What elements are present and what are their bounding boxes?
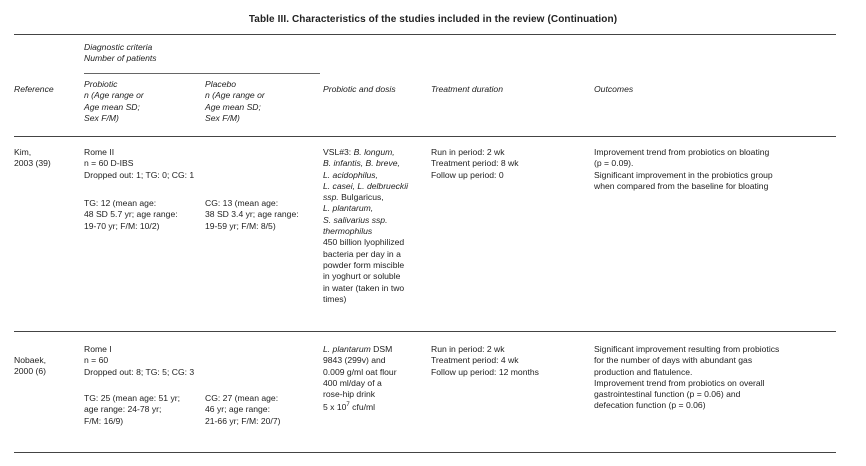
row-kim-placebo: CG: 13 (mean age: 38 SD 3.4 yr; age range: 19-59 yr; F/M: 8/5): [205, 198, 299, 231]
header-bottom-rule: [14, 136, 836, 137]
row-kim-outcomes: Improvement trend from probiotics on bloating (p = 0.09). Significant improvement in the probiotics group when compared from the baseline for bloating: [594, 147, 773, 191]
row-kim-dosis: VSL#3: B. longum, B. infantis, B. breve, L. acidophilus, L. casei, L. delbrueckii ssp. Bulgaricus, L. plantarum, S. salivarius ssp. thermophilus 450 billion lyophilized bacteria per day in a powder form miscible in yoghurt or soluble in water (taken in two times): [323, 147, 409, 304]
header-subrule: [84, 73, 320, 74]
row-kim-criteria: Rome II n = 60 D-IBS Dropped out: 1; TG: 0; CG: 1: [84, 147, 195, 180]
row-nobaek-reference: Nobaek, 2000 (6): [14, 355, 47, 377]
header-diagnostic: Diagnostic criteria Number of patients: [84, 42, 157, 64]
row-nobaek-outcomes: Significant improvement resulting from probiotics for the number of days with abundant gas production and flatulence. Improvement trend from probiotics on overall gastrointestinal function (p = 0.06) and defecation function (p = 0.06): [594, 344, 780, 411]
row-nobaek-dosis: L. plantarum DSM 9843 (299v) and 0.009 g/ml oat flour 400 ml/day of a rose-hip drink 5 x $10^7$ cfu/ml: [323, 344, 397, 413]
row-kim-duration: Run in period: 2 wk Treatment period: 8 wk Follow up period: 0: [431, 147, 519, 180]
header-dosis: Probiotic and dosis: [323, 84, 396, 94]
header-reference: Reference: [14, 84, 54, 94]
table-top-rule: [14, 34, 836, 35]
row-divider: [14, 331, 836, 332]
header-outcomes: Outcomes: [594, 84, 634, 94]
header-placebo: Placebo n (Age range or Age mean SD; Sex F/M): [205, 79, 265, 123]
header-duration: Treatment duration: [431, 84, 503, 94]
row-nobaek-criteria: Rome I n = 60 Dropped out: 8; TG: 5; CG: 3: [84, 344, 195, 377]
table-title: Table III. Characteristics of the studies included in the review (Continuation): [248, 14, 618, 25]
row-kim-reference: Kim, 2003 (39): [14, 147, 51, 169]
row-nobaek-probiotic: TG: 25 (mean age: 51 yr; age range: 24-78 yr; F/M: 16/9): [84, 393, 181, 426]
row-nobaek-duration: Run in period: 2 wk Treatment period: 4 wk Follow up period: 12 months: [431, 344, 539, 377]
row-nobaek-placebo: CG: 27 (mean age: 46 yr; age range: 21-66 yr; F/M: 20/7): [205, 393, 281, 426]
header-probiotic: Probiotic n (Age range or Age mean SD; Sex F/M): [84, 79, 144, 123]
table-bottom-rule: [14, 452, 836, 453]
row-kim-probiotic: TG: 12 (mean age: 48 SD 5.7 yr; age range: 19-70 yr; F/M: 10/2): [84, 198, 178, 231]
